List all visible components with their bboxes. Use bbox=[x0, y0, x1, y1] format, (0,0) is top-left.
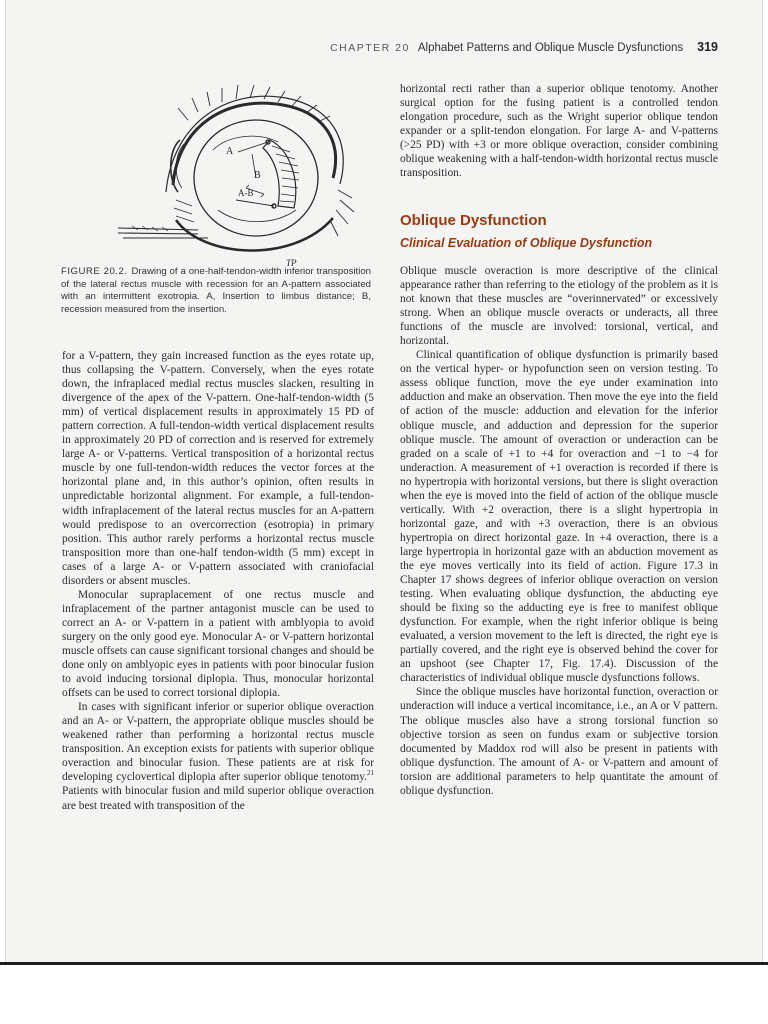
book-page bbox=[6, 0, 762, 962]
paragraph: Monocular supraplacement of one rectus muscle and infraplacement of the partner antagonist muscle can be used to correct an A- or V-pattern in a patient with amblyopia to avoid surgery on the only good eye. Monocular A- or V-pattern horizontal muscle offsets can cause significant torsional changes and should be done only on amblyopic eyes in patients with poor binocular fusion to avoid inducing torsional diplopia. Thus, monocular horizontal offsets can be used to correct torsional diplopia. bbox=[62, 588, 374, 700]
figure-label-b: B bbox=[254, 170, 261, 181]
surgical-drawing-figure bbox=[118, 80, 388, 270]
paragraph: horizontal recti rather than a superior oblique tenotomy. Another surgical option for the fusing patient is a controlled tendon elongation procedure, such as the Wright superior oblique tendon expander or a split-tendon elongation. For large A- and V-patterns (>25 PD) with +3 or more oblique overaction, consider combining oblique weakening with a half-tendon-width horizontal rectus muscle transposition. bbox=[400, 83, 718, 180]
figure-caption-text: Drawing of a one-half-tendon-width inferior transposition of the lateral rectus muscle with recession for an A-pattern associated with an intermittent exotropia. A, Insertion to limbus distance; B, recession measured from the insertion. bbox=[61, 266, 372, 315]
paragraph: for a V-pattern, they gain increased function as the eyes rotate up, thus collapsing the V-pattern. Conversely, when the eyes rotate down, the infraplaced medial rectus muscles slacken, resulting in divergence of the apex of the V-pattern. One-half-tendon-width (5 mm) of vertical displacement results in approximately 15 PD of pattern correction. A full-tendon-width vertical displacement results in approximately 20 PD of correction and is reserved for extremely large A- or V-patterns. Vertical transposition of a horizontal rectus muscle by one full-tendon-width reduces the vector forces at the horizontal plane and, in this author’s opinion, often results in unpredictable horizontal alignment. For example, a full-tendon-width infraplacement of the lateral rectus muscles for an A-pattern would predispose to an overcorrection (esotropia) in primary position. This author rarely performs a horizontal rectus muscle transposition more than one-half tendon-width (5 mm) except in cases of a large A- or V-pattern associated with craniofacial disorders or absent muscles. bbox=[62, 350, 374, 587]
figure-caption-label: FIGURE 20.2. bbox=[61, 266, 128, 277]
right-text-column bbox=[400, 264, 718, 798]
chapter-label: CHAPTER 20 bbox=[330, 42, 410, 54]
reference-superscript: 21 bbox=[367, 769, 374, 778]
paragraph: Since the oblique muscles have horizontal function, overaction or underaction will induce a vertical incomitance, i.e., an A or V pattern. The oblique muscles also have a strong torsional function so objective torsion as seen on fundus exam or subjective torsion documented by Maddox rod will also be present in patients with oblique dysfunction. The amount of A- or V-pattern and amount of torsion are additional parameters to help quantitate the amount of oblique dysfunction. bbox=[400, 686, 718, 797]
page-number: 319 bbox=[697, 40, 718, 54]
right-text-column-top bbox=[400, 82, 718, 180]
paragraph-text-end: Patients with binocular fusion and mild superior oblique overaction are best treated with transposition of the bbox=[62, 785, 374, 812]
figure-label-ab: A-B bbox=[238, 188, 254, 198]
left-text-column bbox=[62, 349, 374, 813]
eyelid-speculum-drawing bbox=[118, 85, 354, 251]
artist-signature: TP bbox=[286, 258, 297, 268]
paragraph: Clinical quantification of oblique dysfunction is primarily based on the vertical hyper- or hypofunction seen on version testing. To assess oblique function, move the eye under examination into adduction and make an observation. Then move the eye into the field of action of the muscle: adduction and elevation for the inferior oblique muscle, and adduction and depression for the superior oblique muscle. The amount of overaction or underaction can be graded on a scale of +1 to +4 for overaction and −1 to −4 for underaction. A measurement of +1 overaction is recorded if there is no hypertropia with horizontal versions, but there is slight overaction when the eye is moved into the field of action of the oblique muscle vertically. With +2 overaction, there is a slight hypertropia in horizontal gaze, and with +3 overaction, there is an obvious hypertropia on direct horizontal gaze. In +4 overaction, there is a large hypertropia in horizontal gaze with an abduction movement as the eye moves vertically into its field of action. Figure 17.3 in Chapter 17 shows degrees of inferior oblique overaction on version testing. When evaluating oblique dysfunction, the abducting eye should be fixing so the adducting eye is free to manifest oblique dysfunction. For example, when the right inferior oblique is being evaluated, a version movement to the left is directed, the right eye is partially covered, and the right eye is observed behind the cover for an upshoot (see Chapter 17, Fig. 17.4). Discussion of the characteristics of individual oblique muscle dysfunctions follows. bbox=[400, 349, 718, 685]
paragraph: Oblique muscle overaction is more descriptive of the clinical appearance rather than referring to the etiology of the problem as it is not known that these muscles are “overinnervated” or excessively strong. When an oblique muscle overacts or underacts, all three functions of the muscle are involved: torsional, vertical, and horizontal. bbox=[400, 265, 718, 348]
paragraph bbox=[62, 700, 374, 812]
running-header bbox=[6, 40, 718, 54]
section-heading: Oblique Dysfunction bbox=[400, 212, 547, 229]
subsection-heading: Clinical Evaluation of Oblique Dysfunction bbox=[400, 236, 653, 250]
chapter-title: Alphabet Patterns and Oblique Muscle Dysfunctions bbox=[417, 42, 684, 54]
figure-label-a: A bbox=[226, 146, 234, 157]
paragraph-text: In cases with significant inferior or superior oblique overaction and an A- or V-pattern, the appropriate oblique muscles should be weakened rather than performing a horizontal rectus muscle transposition. An exception exists for patients with superior oblique overaction and binocular fusion. These patients are at risk for developing cyclovertical diplopia after superior oblique tenotomy. bbox=[62, 701, 374, 784]
figure-caption bbox=[61, 266, 371, 316]
scan-bottom-edge bbox=[0, 962, 768, 965]
